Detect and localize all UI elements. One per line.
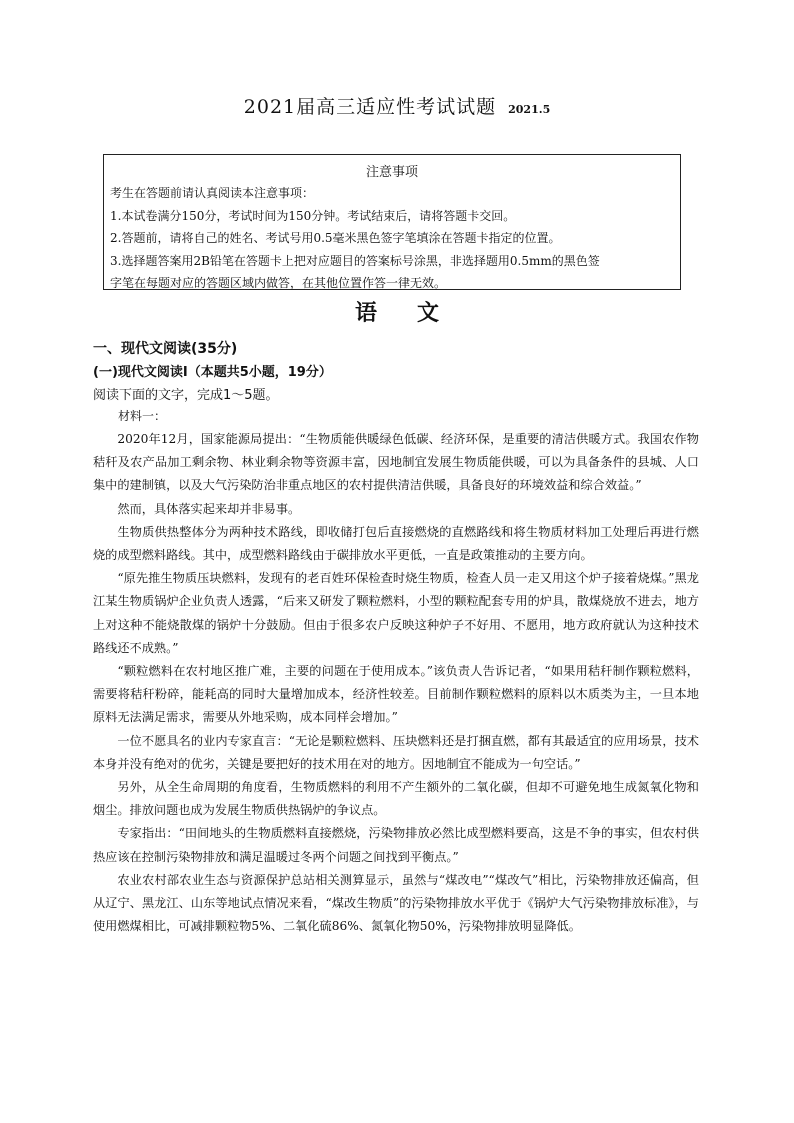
- passage-paragraph: 2020年12月，国家能源局提出：“生物质能供暖绿色低碳、经济环保，是重要的清洁供暖方式。我国农作物秸秆及农产品加工剩余物、林业剩余物等资源丰富，因地制宜发展生物质能供暖，可以为具备条件的县城、人口集中的建制镇，以及大气污染防治非重点地区的农村提供清洁供暖，具备良好的环境效益和综合效益。”: [93, 432, 699, 493]
- reading-passage: [93, 428, 699, 938]
- passage-paragraph: 然而，具体落实起来却并非易事。: [117, 501, 301, 516]
- material-label: 材料一：: [118, 409, 167, 423]
- notice-box: [103, 154, 681, 290]
- passage-paragraph: 另外，从全生命周期的角度看，生物质燃料的利用不产生额外的二氧化碳，但却不可避免地生成氮氧化物和烟尘。排放问题也成为发展生物质供热锅炉的争议点。: [93, 780, 699, 818]
- section-heading: 一、现代文阅读(35分): [93, 341, 238, 357]
- exam-date: 2021.5: [508, 103, 551, 116]
- exam-title: 2021届高三适应性考试试题: [243, 96, 497, 118]
- notice-title: 注意事项: [365, 165, 418, 180]
- notice-line: 2.答题前，请将自己的姓名、考试号用0.5毫米黑色签字笔填涂在答题卡指定的位置。: [110, 231, 561, 245]
- notice-line: 3.选择题答案用2B铅笔在答题卡上把对应题目的答案标号涂黑，非选择题用0.5mm的黑色签: [110, 253, 600, 268]
- passage-paragraph: 专家指出：“田间地头的生物质燃料直接燃烧，污染物排放必然比成型燃料要高，这是不争的事实，但农村供热应该在控制污染物排放和满足温暖过冬两个问题之间找到平衡点。”: [93, 826, 699, 864]
- passage-paragraph: 农业农村部农业生态与资源保护总站相关测算显示，虽然与“煤改电”“煤改气”相比，污染物排放还偏高，但从辽宁、黑龙江、山东等地试点情况来看，“煤改生物质”的污染物排放水平优于《锅炉大气污染物排放标准》，与使用燃煤相比，可减排颗粒物5%、二氧化硫86%、氮氧化物50%，污染物排放明显降低。: [93, 872, 699, 934]
- passage-paragraph: 一位不愿具名的业内专家直言：“无论是颗粒燃料、压块燃料还是打捆直燃，都有其最适宜的应用场景，技术本身并没有绝对的优劣，关键是要把好的技术用在对的地方。因地制宜不能成为一句空话。”: [93, 733, 699, 771]
- notice-line: 1.本试卷满分150分，考试时间为150分钟。考试结束后，请将答题卡交回。: [110, 208, 516, 223]
- subsection-heading: (一)现代文阅读Ⅰ（本题共5小题，19分）: [93, 365, 332, 380]
- passage-paragraph: “原先推生物质压块燃料，发现有的老百姓环保检查时烧生物质，检查人员一走又用这个炉子接着烧煤。”黑龙江某生物质锅炉企业负责人透露，“后来又研发了颗粒燃料，小型的颗粒配套专用的炉具，散煤烧放不进去，地方上对这种不能烧散煤的锅炉十分鼓励。但由于很多农户反映这种炉子不好用、不愿用，地方政府就认为这种技术路线还不成熟。”: [93, 571, 699, 655]
- notice-line: 字笔在每题对应的答题区域内做答，在其他位置作答一律无效。: [110, 276, 447, 290]
- passage-paragraph: “颗粒燃料在农村地区推广难，主要的问题在于使用成本。”该负责人告诉记者，“如果用秸秆制作颗粒燃料，需要将秸秆粉碎，能耗高的同时大量增加成本，经济性较差。目前制作颗粒燃料的原料以木质类为主，一旦本地原料无法满足需求，需要从外地采购，成本同样会增加。”: [93, 664, 699, 725]
- passage-paragraph: 生物质供热整体分为两种技术路线，即收储打包后直接燃烧的直燃路线和将生物质材料加工处理后再进行燃烧的成型燃料路线。其中，成型燃料路线由于碳排放水平更低，一直是政策推动的主要方向。: [93, 524, 699, 563]
- notice-line: 考生在答题前请认真阅读本注意事项：: [110, 186, 315, 200]
- subject-heading: 语文: [354, 300, 479, 326]
- exam-title-row: [0, 92, 794, 119]
- instruction-text: 阅读下面的文字，完成1～5题。: [93, 388, 279, 403]
